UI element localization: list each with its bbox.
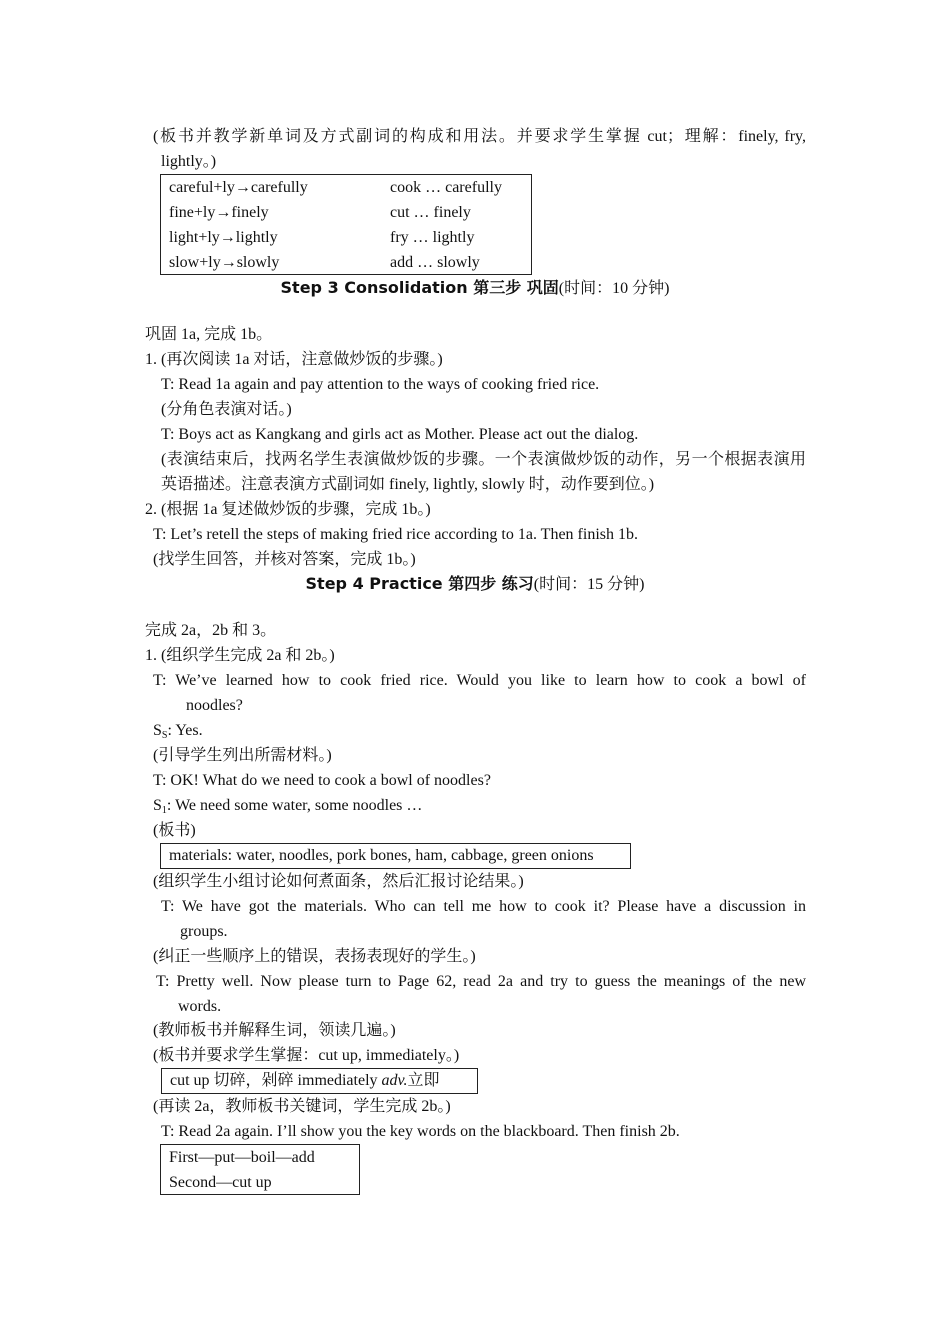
vocab-text [170, 1071, 439, 1091]
step4-teacher-line: T: We have got the materials. Who can tell me how to cook it? Please have a discussion in [161, 898, 806, 915]
step3-intro: 巩固 1a, 完成 1b。 [145, 326, 273, 343]
step4-item-1: 1. (组织学生完成 2a 和 2b。) [145, 647, 335, 664]
step3-note: 英语描述。注意表演方式副词如 finely, lightly, slowly 时，动作要到位。) [161, 476, 655, 493]
keyword-line: Second—cut up [169, 1174, 272, 1191]
step4-teacher-line: T: OK! What do we need to cook a bowl of noodles? [153, 772, 491, 789]
step4-note: (纠正一些顺序上的错误，表扬表现好的学生。) [153, 948, 476, 965]
table-cell-formation: light+ly→lightly [169, 229, 278, 246]
step4-teacher-line: T: Pretty well. Now please turn to Page 62, read 2a and try to guess the meanings of the new [156, 973, 806, 990]
step4-teacher-line-cont: words. [178, 998, 222, 1015]
table-cell-formation: fine+ly→finely [169, 204, 269, 221]
intro-line-1: (板书并教学新单词及方式副词的构成和用法。并要求学生掌握 cut；理解：finely, fry, [153, 128, 806, 145]
student-label: S [153, 797, 162, 814]
step3-note: (找学生回答，并核对答案，完成 1b。) [153, 551, 416, 568]
table-cell-phrase: fry … lightly [390, 229, 475, 246]
table-cell-phrase: add … slowly [390, 254, 480, 271]
step4-note: (组织学生小组讨论如何煮面条，然后汇报讨论结果。) [153, 873, 524, 890]
students-answer-text: : Yes. [167, 722, 203, 739]
step4-title: Step 4 Practice 第四步 练习 [305, 574, 534, 593]
step3-time: (时间：10 分钟) [558, 280, 670, 297]
step3-note: (表演结束后，找两名学生表演做炒饭的步骤。一个表演做炒饭的动作，另一个根据表演用 [161, 451, 806, 468]
students-label-sub: S [161, 730, 168, 741]
step4-note: (引导学生列出所需材料。) [153, 747, 332, 764]
step3-teacher-line: T: Let’s retell the steps of making fried rice according to 1a. Then finish 1b. [153, 526, 638, 543]
step4-heading [0, 573, 950, 596]
student-answer-text: : We need some water, some noodles … [166, 797, 423, 814]
step4-note: (再读 2a，教师板书关键词，学生完成 2b。) [153, 1098, 451, 1115]
step4-teacher-line-cont: noodles? [186, 697, 243, 714]
step3-heading [0, 277, 950, 300]
vocab-box [161, 1068, 478, 1094]
students-answer [153, 721, 203, 746]
table-cell-formation: slow+ly→slowly [169, 254, 280, 271]
step3-note: (分角色表演对话。) [161, 401, 292, 418]
students-label: S [153, 722, 162, 739]
vocab-pos: adv. [381, 1072, 408, 1089]
step4-teacher-line: T: Read 2a again. I’ll show you the key words on the blackboard. Then finish 2b. [161, 1123, 680, 1140]
step3-teacher-line: T: Read 1a again and pay attention to the ways of cooking fried rice. [161, 376, 600, 393]
step3-teacher-line: T: Boys act as Kangkang and girls act as Mother. Please act out the dialog. [161, 426, 639, 443]
step4-time: (时间：15 分钟) [533, 576, 645, 593]
keyword-line: First—put—boil—add [169, 1149, 315, 1166]
step4-note: (板书并要求学生掌握：cut up, immediately。) [153, 1047, 460, 1064]
vocab-words: cut up 切碎，剁碎 immediately [170, 1072, 382, 1089]
step4-note: (教师板书并解释生词，领读几遍。) [153, 1022, 396, 1039]
table-cell-phrase: cook … carefully [390, 179, 502, 196]
keywords-box [160, 1144, 360, 1195]
step3-item-2: 2. (根据 1a 复述做炒饭的步骤，完成 1b。) [145, 501, 431, 518]
table-cell-phrase: cut … finely [390, 204, 471, 221]
intro-line-2: lightly。) [161, 153, 217, 170]
student-answer [153, 796, 422, 821]
adverb-table [160, 174, 532, 275]
materials-text: materials: water, noodles, pork bones, ham, cabbage, green onions [169, 847, 594, 864]
step3-title: Step 3 Consolidation 第三步 巩固 [280, 278, 559, 297]
step4-teacher-line-cont: groups. [180, 923, 228, 940]
step4-note: (板书) [153, 822, 196, 839]
step4-intro: 完成 2a，2b 和 3。 [145, 622, 277, 639]
materials-box [160, 843, 631, 869]
step3-item-1: 1. (再次阅读 1a 对话，注意做炒饭的步骤。) [145, 351, 443, 368]
step4-teacher-line: T: We’ve learned how to cook fried rice. Would you like to learn how to cook a bowl of [153, 672, 806, 689]
vocab-meaning: 立即 [407, 1072, 440, 1089]
student-label-sub: 1 [161, 805, 167, 816]
table-cell-formation: careful+ly→carefully [169, 179, 308, 196]
